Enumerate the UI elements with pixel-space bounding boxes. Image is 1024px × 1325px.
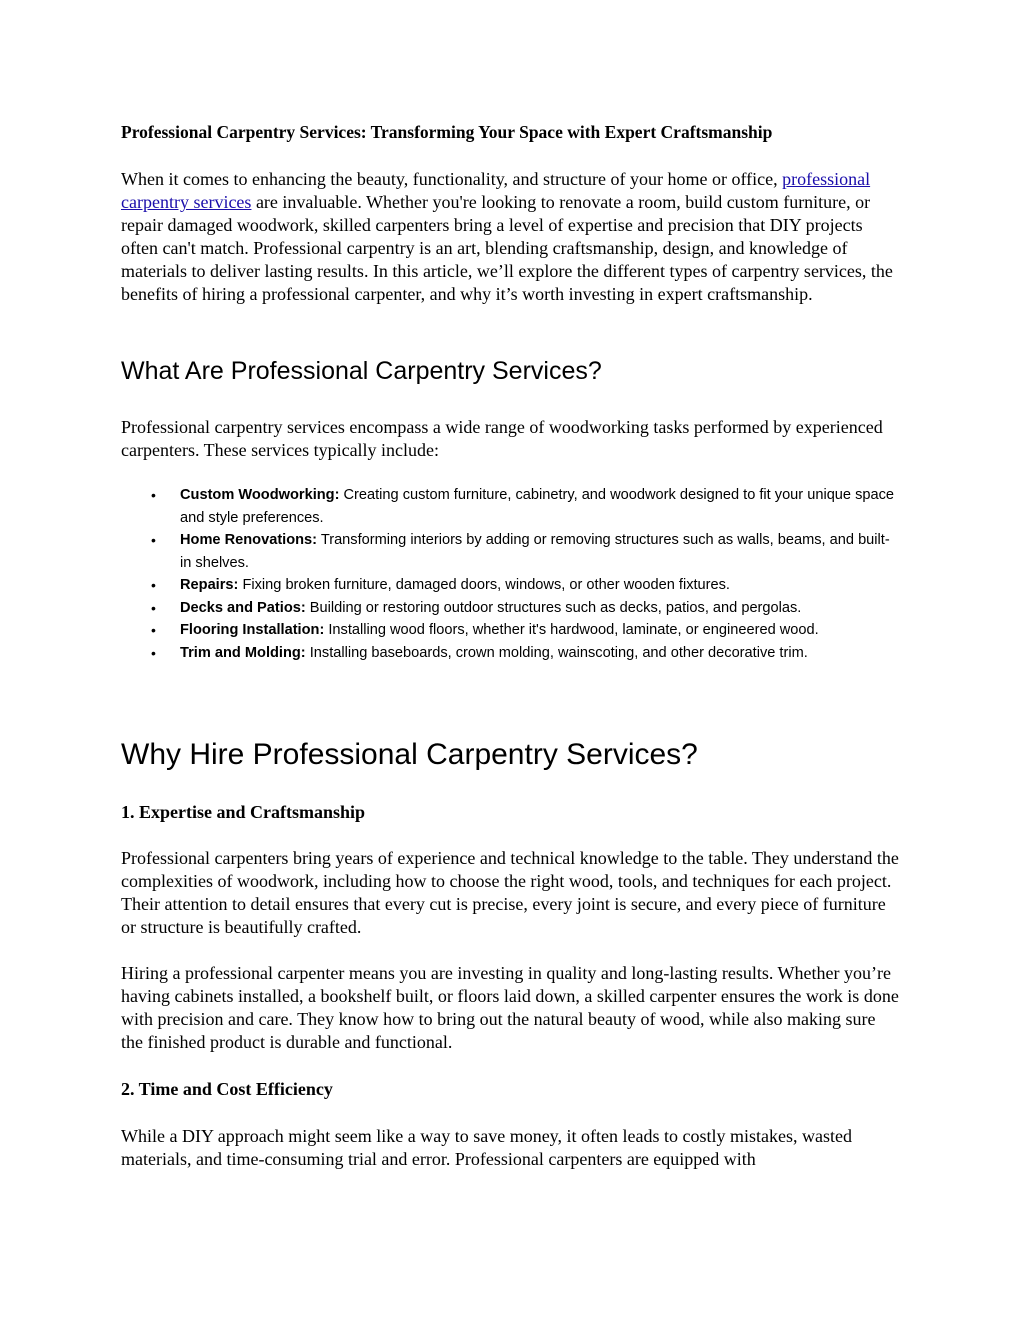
time-cost-paragraph-1: While a DIY approach might seem like a way to save money, it often leads to costly mistakes, wasted materials, and time-consuming trial and error. Professional carpenters are equipped with — [121, 1126, 852, 1169]
expertise-paragraph-2: Hiring a professional carpenter means you are investing in quality and long-lasting results. Whether you’re having cabinets installed, a bookshelf built, or floors laid down, a skilled carpenter ensures the work is done with precision and care. They know how to bring out the natural beauty of wood, while also making sure the finished product is durable and functional. — [121, 963, 899, 1052]
list-item — [121, 574, 901, 597]
intro-text-before-link: When it comes to enhancing the beauty, functionality, and structure of your home or office, — [121, 169, 783, 189]
intro-text-after-link: are invaluable. Whether you're looking to renovate a room, build custom furniture, or repair damaged woodwork, skilled carpenters bring a level of expertise and precision that DIY projects often can't match. Professional carpentry is an art, blending craftsmanship, design, and knowledge of materials to deliver lasting results. In this article, we’ll explore the different types of carpentry services, the benefits of hiring a professional carpenter, and why it’s worth investing in expert craftsmanship. — [121, 192, 893, 304]
services-intro-paragraph: Professional carpentry services encompass a wide range of woodworking tasks performed by experienced carpenters. These services typically include: — [121, 417, 883, 460]
list-item-label: Home Renovations: — [180, 532, 318, 548]
bullet-icon: • — [151, 644, 156, 661]
what-are-services-heading: What Are Professional Carpentry Services? — [121, 357, 602, 385]
list-item — [121, 597, 901, 620]
list-item — [121, 642, 901, 665]
list-item-text: Installing wood floors, whether it's hardwood, laminate, or engineered wood. — [324, 622, 819, 638]
time-cost-subheading: 2. Time and Cost Efficiency — [121, 1079, 333, 1099]
list-item-label: Trim and Molding: — [180, 644, 306, 661]
bullet-icon: • — [151, 577, 156, 593]
services-list — [121, 484, 901, 664]
list-item-text: Fixing broken furniture, damaged doors, windows, or other wooden fixtures. — [238, 577, 730, 593]
expertise-paragraph-1: Professional carpenters bring years of experience and technical knowledge to the table. They understand the complexities of woodwork, including how to choose the right wood, tools, and techniques for each project. Their attention to detail ensures that every cut is precise, every joint is secure, and every piece of furniture or structure is beautifully crafted. — [121, 848, 899, 937]
bullet-icon: • — [151, 487, 156, 503]
list-item-text: Building or restoring outdoor structures such as decks, patios, and pergolas. — [305, 599, 802, 616]
list-item-text: Transforming interiors by adding or removing structures such as walls, beams, and built-in shelves. — [180, 532, 890, 571]
bullet-icon: • — [151, 599, 156, 616]
expertise-subheading: 1. Expertise and Craftsmanship — [121, 802, 366, 822]
list-item-label: Decks and Patios: — [180, 599, 306, 616]
intro-paragraph — [121, 168, 901, 306]
professional-carpentry-services-link[interactable]: professional carpentry services — [121, 169, 871, 212]
list-item-text: Creating custom furniture, cabinetry, and woodwork designed to fit your unique space and style preferences. — [180, 487, 895, 526]
list-item-label: Repairs: — [180, 577, 239, 593]
why-hire-heading: Why Hire Professional Carpentry Services? — [121, 738, 698, 771]
list-item — [121, 484, 901, 529]
document-title: Professional Carpentry Services: Transforming Your Space with Expert Craftsmanship — [121, 122, 773, 142]
bullet-icon: • — [151, 622, 156, 638]
list-item — [121, 619, 901, 642]
list-item-label: Flooring Installation: — [180, 622, 325, 638]
list-item-label: Custom Woodworking: — [180, 487, 340, 503]
list-item-text: Installing baseboards, crown molding, wainscoting, and other decorative trim. — [305, 644, 808, 661]
bullet-icon: • — [151, 532, 156, 548]
list-item — [121, 529, 901, 574]
